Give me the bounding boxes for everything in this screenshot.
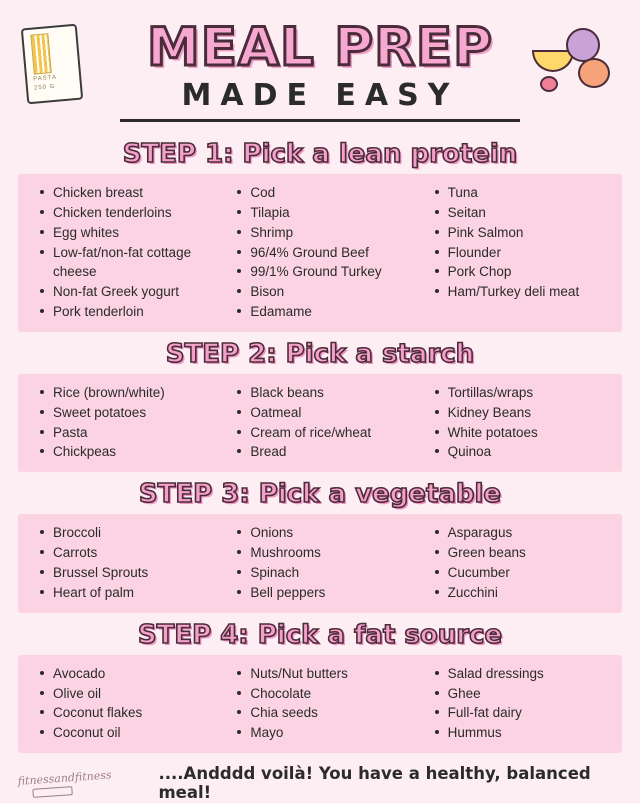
- list-item: Pasta: [40, 423, 221, 443]
- list-item: Broccoli: [40, 523, 221, 543]
- logo-bar-icon: [32, 787, 73, 799]
- list-item: Non-fat Greek yogurt: [40, 282, 221, 302]
- list-item: Shrimp: [237, 223, 418, 243]
- header: [18, 14, 622, 132]
- list-item: Egg whites: [40, 223, 221, 243]
- section-3-column-3: [419, 523, 616, 602]
- section-4-column-1: [24, 664, 221, 743]
- apple-icon: [578, 58, 610, 88]
- list-item: Olive oil: [40, 684, 221, 704]
- list-item: Bell peppers: [237, 583, 418, 603]
- section-4-column-3: [419, 664, 616, 743]
- pasta-box-label: PASTA 250 G: [33, 74, 58, 92]
- list-item: Mushrooms: [237, 543, 418, 563]
- list-item: Ghee: [435, 684, 616, 704]
- section-title-2: STEP 2: Pick a starch: [165, 338, 475, 369]
- section-3-column-1: [24, 523, 221, 602]
- list-item: Hummus: [435, 723, 616, 743]
- section-panel-4: [18, 655, 622, 753]
- list-item: Black beans: [237, 383, 418, 403]
- list-item: Carrots: [40, 543, 221, 563]
- list-item: Asparagus: [435, 523, 616, 543]
- section-panel-2: [18, 374, 622, 472]
- section-1-column-1: [24, 183, 221, 322]
- list-item: Low-fat/non-fat cottage cheese: [40, 243, 221, 283]
- list-item: Oatmeal: [237, 403, 418, 423]
- section-panel-1: [18, 174, 622, 332]
- brand-logo: [17, 767, 159, 800]
- list-item: Avocado: [40, 664, 221, 684]
- section-4-column-2: [221, 664, 418, 743]
- pasta-noodles-icon: [30, 33, 51, 74]
- list-item: Mayo: [237, 723, 418, 743]
- list-item: Nuts/Nut butters: [237, 664, 418, 684]
- list-item: Bison: [237, 282, 418, 302]
- title-divider: [120, 119, 520, 122]
- list-item: Chicken tenderloins: [40, 203, 221, 223]
- section-panel-3: [18, 514, 622, 612]
- footer: [18, 763, 622, 803]
- list-item: Salad dressings: [435, 664, 616, 684]
- list-item: Seitan: [435, 203, 616, 223]
- list-item: Coconut oil: [40, 723, 221, 743]
- list-item: Tortillas/wraps: [435, 383, 616, 403]
- list-item: Edamame: [237, 302, 418, 322]
- page-subtitle: MADE EASY: [181, 77, 459, 113]
- list-item: Spinach: [237, 563, 418, 583]
- list-item: 96/4% Ground Beef: [237, 243, 418, 263]
- list-item: Quinoa: [435, 442, 616, 462]
- section-2-column-2: [221, 383, 418, 462]
- list-item: Rice (brown/white): [40, 383, 221, 403]
- list-item: Chickpeas: [40, 442, 221, 462]
- section-1-column-2: [221, 183, 418, 322]
- list-item: Pork tenderloin: [40, 302, 221, 322]
- list-item: Bread: [237, 442, 418, 462]
- section-3-column-2: [221, 523, 418, 602]
- list-item: Tilapia: [237, 203, 418, 223]
- cherry-icon: [540, 76, 558, 92]
- page-title: MEAL PREP: [147, 17, 493, 78]
- list-item: Cod: [237, 183, 418, 203]
- list-item: Flounder: [435, 243, 616, 263]
- grape-icon: [566, 28, 600, 62]
- list-item: Zucchini: [435, 583, 616, 603]
- section-2-column-3: [419, 383, 616, 462]
- list-item: Pink Salmon: [435, 223, 616, 243]
- section-1-column-3: [419, 183, 616, 322]
- list-item: Full-fat dairy: [435, 703, 616, 723]
- list-item: Ham/Turkey deli meat: [435, 282, 616, 302]
- list-item: Onions: [237, 523, 418, 543]
- list-item: Heart of palm: [40, 583, 221, 603]
- list-item: Chocolate: [237, 684, 418, 704]
- section-2-column-1: [24, 383, 221, 462]
- list-item: Sweet potatoes: [40, 403, 221, 423]
- list-item: White potatoes: [435, 423, 616, 443]
- list-item: Kidney Beans: [435, 403, 616, 423]
- list-item: Green beans: [435, 543, 616, 563]
- closing-statement: ....Andddd voilà! You have a healthy, balanced meal!: [158, 764, 591, 803]
- list-item: Pork Chop: [435, 262, 616, 282]
- list-item: Chia seeds: [237, 703, 418, 723]
- list-item: Cucumber: [435, 563, 616, 583]
- list-item: Brussel Sprouts: [40, 563, 221, 583]
- list-item: Cream of rice/wheat: [237, 423, 418, 443]
- list-item: Coconut flakes: [40, 703, 221, 723]
- list-item: Chicken breast: [40, 183, 221, 203]
- section-title-1: STEP 1: Pick a lean protein: [122, 139, 518, 169]
- list-item: 99/1% Ground Turkey: [237, 262, 418, 282]
- list-item: Tuna: [435, 183, 616, 203]
- pasta-box-icon: [21, 24, 83, 105]
- section-title-3: STEP 3: Pick a vegetable: [138, 479, 502, 510]
- section-title-4: STEP 4: Pick a fat source: [137, 619, 503, 650]
- brand-logo-text: fitnessandfitness: [17, 768, 112, 789]
- fruit-illustration-icon: [526, 24, 618, 104]
